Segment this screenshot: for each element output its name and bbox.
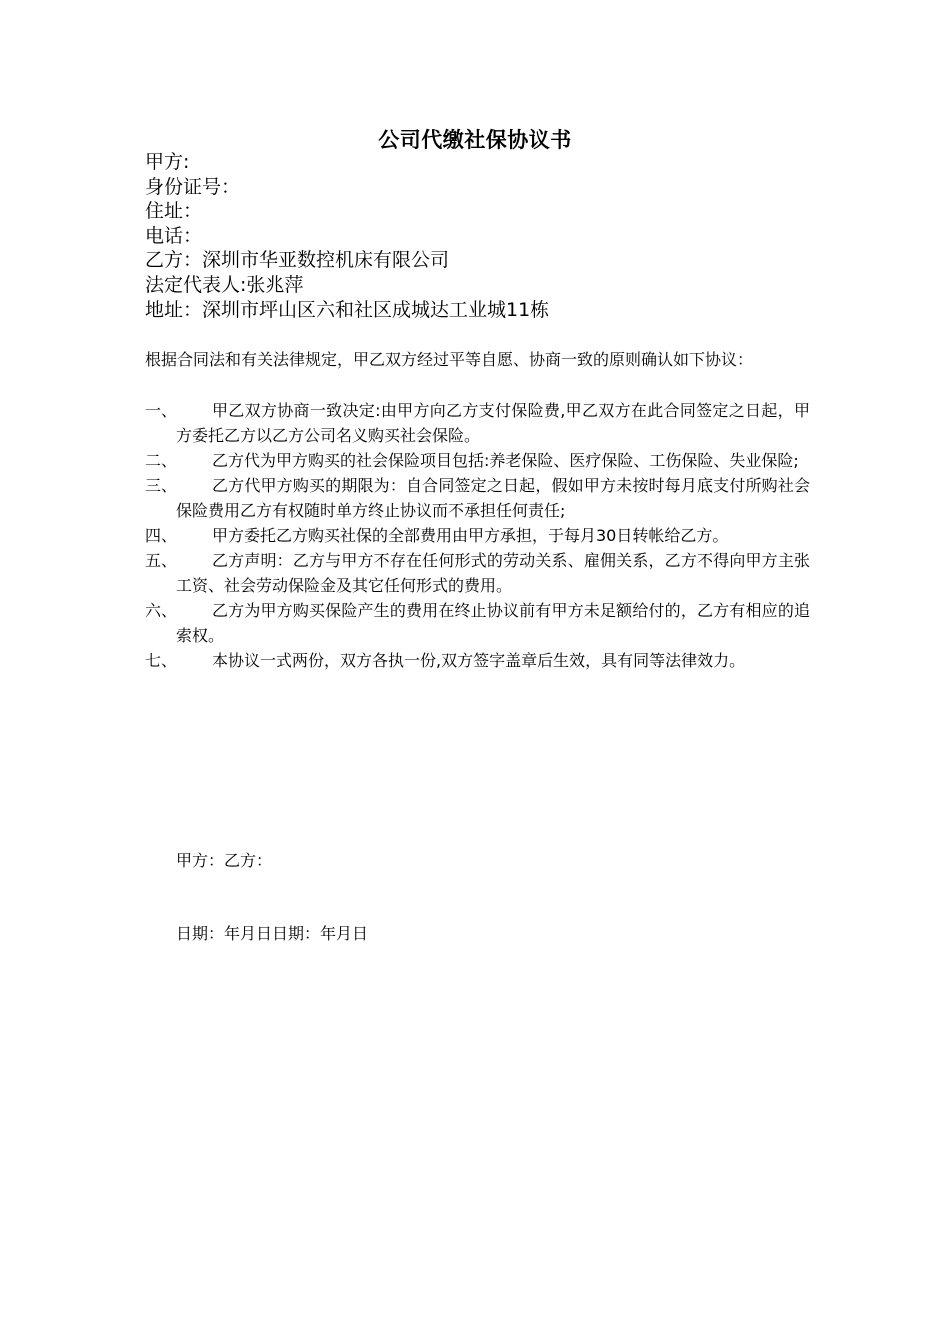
clause-number: 四、	[145, 526, 178, 545]
clause-number: 六、	[145, 601, 178, 620]
party-a-phone-label: 电话：	[145, 224, 203, 247]
clause-list	[145, 398, 810, 673]
clause-number: 五、	[145, 551, 178, 570]
party-info-block	[145, 150, 825, 322]
clause-item	[145, 448, 810, 473]
clause-number: 二、	[145, 451, 178, 470]
clause-number: 一、	[145, 401, 178, 420]
clause-text: 甲乙双方协商一致决定:由甲方向乙方支付保险费,甲乙双方在此合同签定之日起，甲方委托乙方以乙方公司名义购买社会保险。	[176, 401, 810, 445]
clause-text: 乙方为甲方购买保险产生的费用在终止协议前有甲方未足额给付的，乙方有相应的追索权。	[176, 601, 810, 645]
clause-text: 甲方委托乙方购买社保的全部费用由甲方承担，于每月30日转帐给乙方。	[212, 526, 729, 545]
party-b-name: 乙方：深圳市华亚数控机床有限公司	[145, 249, 450, 272]
clause-item	[145, 523, 810, 548]
clause-text: 乙方声明：乙方与甲方不存在任何形式的劳动关系、雇佣关系，乙方不得向甲方主张工资、社会劳动保险金及其它任何形式的费用。	[176, 551, 810, 595]
clause-text: 本协议一式两份，双方各执一份,双方签字盖章后生效，具有同等法律效力。	[212, 651, 746, 670]
document-title: 公司代缴社保协议书	[378, 128, 572, 152]
party-b-address: 地址：深圳市坪山区六和社区成城达工业城11栋	[145, 298, 550, 321]
clause-number: 七、	[145, 651, 178, 670]
signature-parties-line: 甲方：乙方：	[176, 851, 273, 870]
clause-item	[145, 473, 810, 523]
party-b-representative: 法定代表人:张兆萍	[145, 273, 304, 296]
clause-number: 三、	[145, 476, 178, 495]
clause-item	[145, 598, 810, 648]
signature-date-line: 日期：年月日日期：年月日	[176, 924, 369, 943]
intro-paragraph: 根据合同法和有关法律规定，甲乙双方经过平等自愿、协商一致的原则确认如下协议：	[145, 350, 754, 369]
party-a-id-label: 身份证号：	[145, 175, 241, 198]
clause-text: 乙方代为甲方购买的社会保险项目包括:养老保险、医疗保险、工伤保险、失业保险;	[212, 451, 799, 470]
party-a-address-label: 住址：	[145, 200, 203, 223]
party-a-label: 甲方:	[145, 151, 190, 173]
clause-item	[145, 548, 810, 598]
clause-item	[145, 648, 810, 673]
clause-item	[145, 398, 810, 448]
clause-text: 乙方代甲方购买的期限为：自合同签定之日起，假如甲方未按时每月底支付所购社会保险费用乙方有权随时单方终止协议而不承担任何责任;	[176, 476, 810, 520]
